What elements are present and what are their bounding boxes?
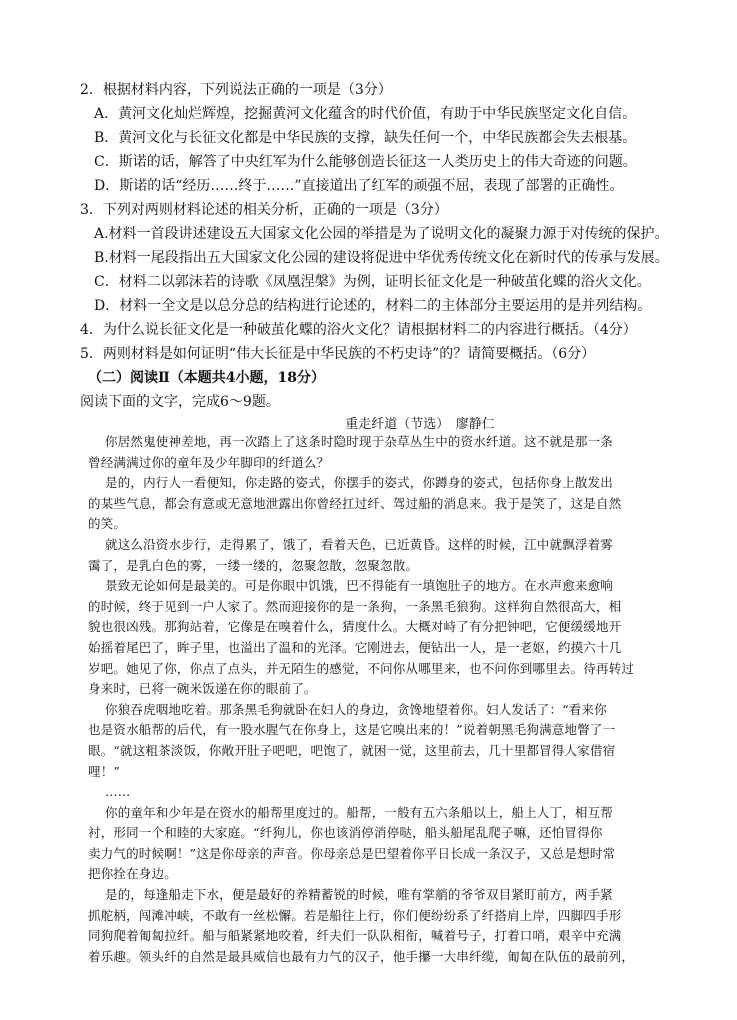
article-body: [88, 432, 668, 967]
article-line: 始摇着尾巴了，眸子里，也溢出了温和的光泽。它刚进去，便钻出一人，是一老妪，约摸六十几: [88, 639, 622, 655]
question-3-option-b: B.材料一尾段指出五大国家文化公园的建设将促进中华优秀传统文化在新时代的传承与发展。: [94, 250, 669, 266]
question-5: 5．两则材料是如何证明“伟大长征是中华民族的不朽史诗”的？请简要概括。（6分）: [80, 346, 596, 362]
reading-instruction: 阅读下面的文字，完成6～9题。: [80, 394, 280, 410]
article-title: 重走纤道（节选） 廖静仁: [345, 417, 495, 432]
question-2-stem: 2．根据材料内容，下列说法正确的一项是（3分）: [80, 82, 392, 98]
article-line: 抓舵柄，闯滩冲峡，不敢有一丝松懈。若是船往上行，你们便纷纷系了纤搭肩上岸，四脚四手形: [88, 907, 622, 923]
question-2-option-a: A．黄河文化灿烂辉煌，挖掘黄河文化蕴含的时代价值，有助于中华民族坚定文化自信。: [94, 106, 637, 122]
question-2-option-c: C．斯诺的话，解答了中央红军为什么能够创造长征这一人类历史上的伟大奇迹的问题。: [94, 154, 637, 170]
article-line: 着乐趣。领头纤的自然是最具威信也最有力气的汉子，他手攥一大串纤缆，匍匐在队伍的最前列，: [88, 948, 635, 964]
section-2-title: （二）阅读Ⅱ（本题共4小题，18分）: [88, 370, 326, 386]
article-line: 卖力气的时候啊！”这是你母亲的声音。你母亲总是巴望着你平日长成一条汉子，又总是想时常: [88, 845, 616, 861]
question-2-option-d: D．斯诺的话“经历……终于……”直接道出了红军的顽强不屈，表现了部署的正确性。: [94, 178, 624, 194]
article-line: 把你拴在身边。: [88, 866, 177, 882]
article-line: 就这么沿资水步行，走得累了，饿了，看着天色，已近黄昏。这样的时候，江中就飘浮着雾: [105, 536, 614, 552]
article-line: 霭了，是乳白色的雾，一缕一缕的，忽聚忽散，忽聚忽散。: [88, 557, 419, 573]
article-line: 曾经满满过你的童年及少年脚印的纤道么？: [88, 454, 330, 470]
question-3-option-c: C．材料二以郭沫若的诗歌《凤凰涅槃》为例，证明长征文化是一种破茧化蝶的浴火文化。: [94, 274, 651, 290]
question-3-option-d: D．材料一全文是以总分总的结构进行论述的，材料二的主体部分主要运用的是并列结构。: [94, 298, 652, 314]
question-3-option-a: A.材料一首段讲述建设五大国家文化公园的举措是为了说明文化的凝聚力源于对传统的保护。: [94, 226, 669, 242]
article-line: 景致无论如何是最美的。可是你眼中饥饿，巴不得能有一填饱肚子的地方。在水声愈来愈响: [105, 578, 614, 594]
article-line: 是的，每逢船走下水，便是最好的养精蓄锐的时候，唯有掌艄的爷爷双目紧盯前方，两手紧: [105, 887, 614, 903]
question-4: 4．为什么说长征文化是一种破茧化蝶的浴火文化？请根据材料二的内容进行概括。（4分）: [80, 322, 637, 338]
article-line: 貌也很凶残。那狗站着，它像是在嗅着什么，猜度什么。大概对峙了有分把钟吧，它便缓缓地开: [88, 619, 622, 635]
article-line: 的笑。: [88, 516, 127, 532]
question-2-option-b: B．黄河文化与长征文化都是中华民族的支撑，缺失任何一个，中华民族都会失去根基。: [94, 130, 637, 146]
article-line: 你狼吞虎咽地吃着。那条黑毛狗就卧在妇人的身边，贪馋地望着你。妇人发话了：“看来你: [105, 701, 607, 717]
article-line: 的某些气息，都会有意或无意地泄露出你曾经扛过纤、驾过船的消息来。我于是笑了，这是自然: [88, 495, 622, 511]
article-line: 的时候，终于见到一户人家了。然而迎接你的是一条狗，一条黑毛狼狗。这样狗自然很高大，相: [88, 598, 622, 614]
article-line: 同狗爬着匍匐拉纤。船与船紧紧地咬着，纤夫们一队队相衔，喊着号子，打着口哨，艰辛中充满: [88, 928, 622, 944]
article-line: 你的童年和少年是在资水的船帮里度过的。船帮，一般有五六条船以上，船上人丁，相互帮: [105, 804, 614, 820]
article-line: 眼。“就这粗茶淡饭，你敞开肚子吧吧，吧饱了，就困一觉，这里前去，几十里都冒得人家借宿: [88, 742, 616, 758]
article-line: 你居然鬼使神差地，再一次踏上了这条时隐时现于杂草丛生中的资水纤道。这不就是那一条: [105, 434, 614, 449]
article-line: ……: [105, 784, 131, 800]
article-line: 哩！”: [88, 763, 120, 779]
question-3-stem: 3．下列对两则材料论述的相关分析，正确的一项是（3分）: [80, 202, 448, 218]
article-line: 衬，形同一个和睦的大家庭。“纤狗儿，你也该消停消停哒，船头船尾乱爬子嘛，还怕冒得你: [88, 825, 603, 841]
questions-section: [80, 78, 720, 436]
article-line: 也是资水船帮的后代，有一股水腥气在你身上，这是它嗅出来的！”说着朝黑毛狗满意地瞥了一: [88, 722, 616, 738]
article-line: 岁吧。她见了你，你点了点头，并无陌生的感觉，不问你从哪里来，也不问你到哪里去。待再转过: [88, 660, 635, 676]
article-line: 身来时，已将一碗米饭递在你的眼前了。: [88, 681, 317, 697]
article-line: 是的，内行人一看便知，你走路的姿式，你摆手的姿式，你蹲身的姿式，包括你身上散发出: [105, 475, 614, 491]
